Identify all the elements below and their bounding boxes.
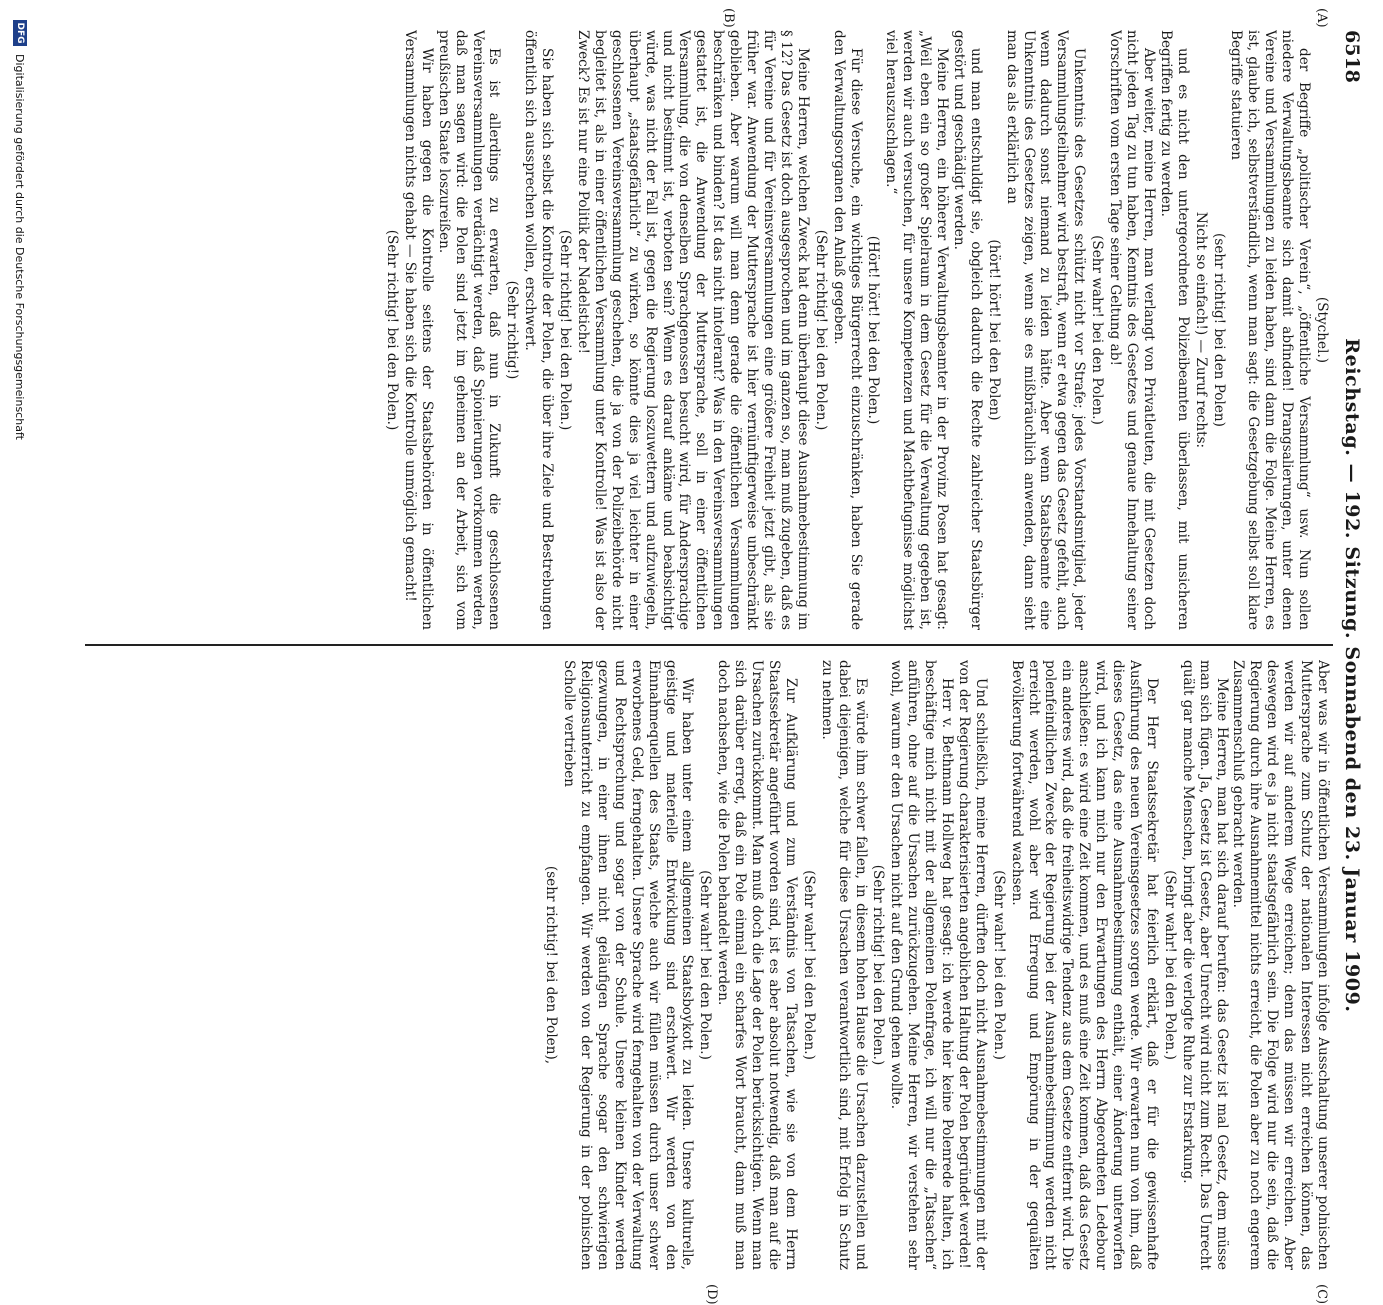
footer-credit <box>13 20 27 980</box>
interjection: (Sehr wahr! bei den Polen.) <box>800 870 817 1060</box>
interjection: (Sehr richtig! bei den Polen.) <box>870 864 887 1066</box>
paragraph: Herr v. Bethmann Hollweg hat gesagt: ich werde hier keine Polenrede halten, ich beschäftige mich nicht mit der allgemeinen Polenfrage, ich will nur die „Tatsachen“ anführen, ohne auf die Ursachen zurückzugehen. Meine Herren, wir verstehen sehr wohl, warum er den Ursachen nicht auf den Grund gehen wollte. <box>888 660 956 1270</box>
paragraph: Es würde ihm schwer fallen, in diesem hohen Hause die Ursachen darzustellen und dabei diejenigen, welche für diese Ursachen verantwortlich sind, mit Erfolg in Schutz zu nehmen. <box>818 660 869 1270</box>
dfg-logo: DFG <box>13 20 27 46</box>
interjection: (Sehr richtig!) <box>504 280 521 380</box>
margin-marker-c: (C) <box>1314 1284 1329 1305</box>
interjection: (Sehr wahr! bei den Polen.) <box>1161 870 1178 1060</box>
margin-marker-d: (D) <box>704 1284 719 1305</box>
margin-marker-a: (A) <box>1314 8 1329 28</box>
paragraph: Unkenntnis des Gesetzes schützt nicht vor Strafe; jedes Vorstandsmitglied, jeder Versammlungsteilnehmer wird bestraft, wenn er etwa gegen das Gesetz gefehlt, auch wenn dadurch sonst niemand zu leiden hätte. Aber wenn Staatsbeamte eine Unkenntnis des Gesetzes zeigen, wenn sie es mißbräuchlich anwenden, dann sieht man das als erklärlich an <box>1003 30 1088 630</box>
page-number: 6518 <box>1341 30 1363 83</box>
paragraph: Wir haben unter einem allgemeinen Staatsboykott zu leiden. Unsere kulturelle, geistige und materielle Entwicklung sind erschwert. Wir werden von den Einnahmequellen des Staats, welche auch wir füllen müssen durch unser schwer erworbenes Geld, ferngehalten. Unsere Sprache wird ferngehalten von der Verwaltung und Rechtsprechung und sogar von der Schule. Unsere kleinen Kinder werden gezwungen, in einer ihnen nicht geläufigen Sprache sogar den schwierigen Religionsunterricht zu empfangen. Wir werden von der Regierung in der polnischen Scholle vertrieben <box>561 660 696 1270</box>
interjection: (Sehr richtig! bei den Polen.) <box>557 229 574 431</box>
right-text-column <box>86 660 1331 1270</box>
column-divider <box>85 644 1333 646</box>
paragraph: Es ist allerdings zu erwarten, daß nun in Zukunft die geschlossenen Vereinsversammlungen verdächtigt werden, daß Spionierungen vorkommen werden, daß man sagen wird: die Polen sind jetzt im geheimen an der Arbeit, sich vom preußischen Staate loszureißen. <box>435 30 503 630</box>
paragraph: Meine Herren, ein höherer Verwaltungsbeamter in der Provinz Posen hat gesagt: „Weil eben ein so großer Spielraum in dem Gesetz für die Verwaltung gegeben ist, werden wir auch versuchen, für unsere Kompetenzen und Machtbefugnisse möglichst viel herauszuschlagen.“ <box>883 30 951 630</box>
paragraph: der Begriffe „politischer Verein“, „öffentliche Versammlung“ usw. Nun sollen niedere Verwaltungsbeamte sich damit abfinden! Drangsalierungen, unter denen Vereine und Versammlungen zu leiden haben, sind dann die Folge. Meine Herren, es ist, glaube ich, selbstverständlich, wenn man sagt: die Gesetzgebung selbst soll klare Begriffe statuieren <box>1228 30 1313 630</box>
paragraph: und es nicht den untergeordneten Polizeibeamten überlassen, mit unsicheren Begriffen fertig zu werden. <box>1157 30 1191 630</box>
interjection: (Sehr wahr! bei den Polen.) <box>1089 235 1106 425</box>
running-head <box>1337 30 1367 1268</box>
running-title: Reichstag. — 192. Sitzung. Sonnabend den 23. Januar 1909. <box>1341 338 1363 1013</box>
interjection: (sehr richtig! bei den Polen) <box>1210 233 1227 427</box>
credit-text: Digitalisierung gefördert durch die Deutsche Forschungsgemeinschaft <box>13 54 27 440</box>
paragraph: Aber weiter, meine Herren, man verlangt von Privatleuten, die mit Gesetzen doch nicht jeden Tag zu tun haben, Kenntnis des Gesetzes und genaue Innehaltung seiner Vorschriften vom ersten Tage seiner Geltung ab! <box>1107 30 1157 630</box>
paragraph: Meine Herren, welchen Zweck hat denn überhaupt diese Ausnahmebestimmung im § 12? Das Gesetz ist doch ausgesprochen und im ganzen so, man muß zugeben, daß es für Vereine und für Vereinsversammlungen eine größere Freiheit jetzt gibt, als sie früher war. Anwendung der Muttersprache ist hier vernünftigerweise unbeschränkt geblieben. Aber warum will man denn gerade die öffentlichen Versammlungen beschränken und binden? Ist das nicht intolerant? Was in den Vereinsversammlungen gestattet ist, die Anwendung der Muttersprache, soll in einer öffentlichen Versammlung, die von denselben Sprachgenossen besucht wird, für Andersprachige und nicht bestimmt ist, verboten sein? Wenn es darauf ankäme und beabsichtigt würde, was nicht der Fall ist, gegen die Regierung loszuwettern und aufzuwiegeln, überhaupt „staatsgefährlich“ zu wirken, so könnte dies ja viel leichter in einer geschlossenen Vereinsversammlung geschehen, die ja von der Polizeibehörde nicht begleitet ist, als in einer öffentlichen Versammlung unter Kontrolle! Was ist also der Zweck? Es ist nur eine Politik der Nadelstiche! <box>575 30 811 630</box>
interjection: (Sehr wahr! bei den Polen.) <box>990 870 1007 1060</box>
paragraph: Zur Aufklärung und zum Verständnis von Tatsachen, wie sie von dem Herrn Staatssekretär angeführt worden sind, ist es aber absolut notwendig, daß man auf die Ursachen zurückkommt. Man muß doch die Lage der Polen berücksichtigen. Wenn man sich darüber erregt, daß ein Pole einmal ein scharfes Wort braucht, dann muß man doch nachsehen, wie die Polen behandelt werden. <box>715 660 799 1270</box>
paragraph: Und schließlich, meine Herren, dürften doch nicht Ausnahmebestimmungen mit der von der Regierung charakterisierten angeblichen Haltung der Polen begründet werden! <box>955 660 989 1270</box>
interjection: (Sehr wahr! bei den Polen.) <box>697 870 714 1060</box>
paragraph: Meine Herren, man hat sich darauf berufen: das Gesetz ist mal Gesetz, dem müsse man sich fügen. Ja, Gesetz ist Gesetz, aber Unrecht wird nicht zum Recht. Das Unrecht quält gar manche Menschen, bringt aber die verlogte Ruhe zur Erstarkung. <box>1179 660 1230 1270</box>
paragraph: Für diese Versuche, ein wichtiges Bürgerrecht einzuschränken, haben Sie gerade den Verwaltungsorganen den Anlaß gegeben. <box>830 30 864 630</box>
paragraph: Der Herr Staatssekretär hat feierlich erklärt, daß er für die gewissenhafte Ausführung des neuen Vereinsgesetzes sorgen werde. Wir erwarten nun von ihm, daß dieses Gesetz, das eine Ausnahmebestimmung enthält, einer Änderung unterworfen wird, und ich kann mich nur den Erwartungen des Herrn Abgeordneten Ledebour anschließen: es wird eine Zeit kommen, und es muß eine Zeit kommen, daß das Gesetz ein anderes wird, daß die freiheitswidrige Tendenz aus dem Gesetze entfernt wird. Die polenfeindlichen Zwecke der Regierung bei der Ausnahmebestimmung werden nicht erreicht werden, wohl aber wird Erregung und Empörung in der gequälten Bevölkerung fortwährend wachsen. <box>1008 660 1160 1270</box>
interjection: (Sehr richtig! bei den Polen.) <box>812 229 829 431</box>
margin-marker-b: (B) <box>721 8 736 28</box>
interjection: Nicht so einfach!) — Zuruf rechts: <box>1192 211 1209 449</box>
interjection: (hört! hört! bei den Polen) <box>985 239 1002 421</box>
paragraph: Wir haben gegen die Kontrolle seitens der Staatsbehörden in öffentlichen Versammlungen nichts gehabt — Sie haben sich die Kontrolle unmöglich gemacht! <box>401 30 435 630</box>
paragraph: Aber was wir in öffentlichen Versammlungen infolge Ausschaltung unserer polnischen Muttersprache zum Schutz der nationalen Interessen nicht erreichen können, das werden wir auf anderem Wege erreichen; denn das müssen wir erreichen. Aber deswegen wird es ja nicht staatsgefährlich sein. Die Folge wird nur die sein, daß die Regierung durch ihre Ausnahmemittel nichts erreicht, die Polen aber zu noch engerem Zusammenschluß gebracht werden. <box>1230 660 1331 1270</box>
paragraph: Sie haben sich selbst die Kontrolle der Polen, die über ihre Ziele und Bestrebungen öffentlich sich aussprechen wollen, erschwert. <box>522 30 556 630</box>
left-text-column <box>86 30 1331 630</box>
interjection: (Hört! hört! bei den Polen.) <box>865 235 882 425</box>
interjection: (Stychel.) <box>1314 296 1330 364</box>
paragraph: und man entschuldigt sie, obgleich dadurch die Rechte zahlreicher Staatsbürger gestört und geschädigt werden. <box>950 30 984 630</box>
interjection: (Sehr richtig! bei den Polen.) <box>384 229 401 431</box>
interjection: (sehr richtig! bei den Polen), <box>543 865 560 1065</box>
